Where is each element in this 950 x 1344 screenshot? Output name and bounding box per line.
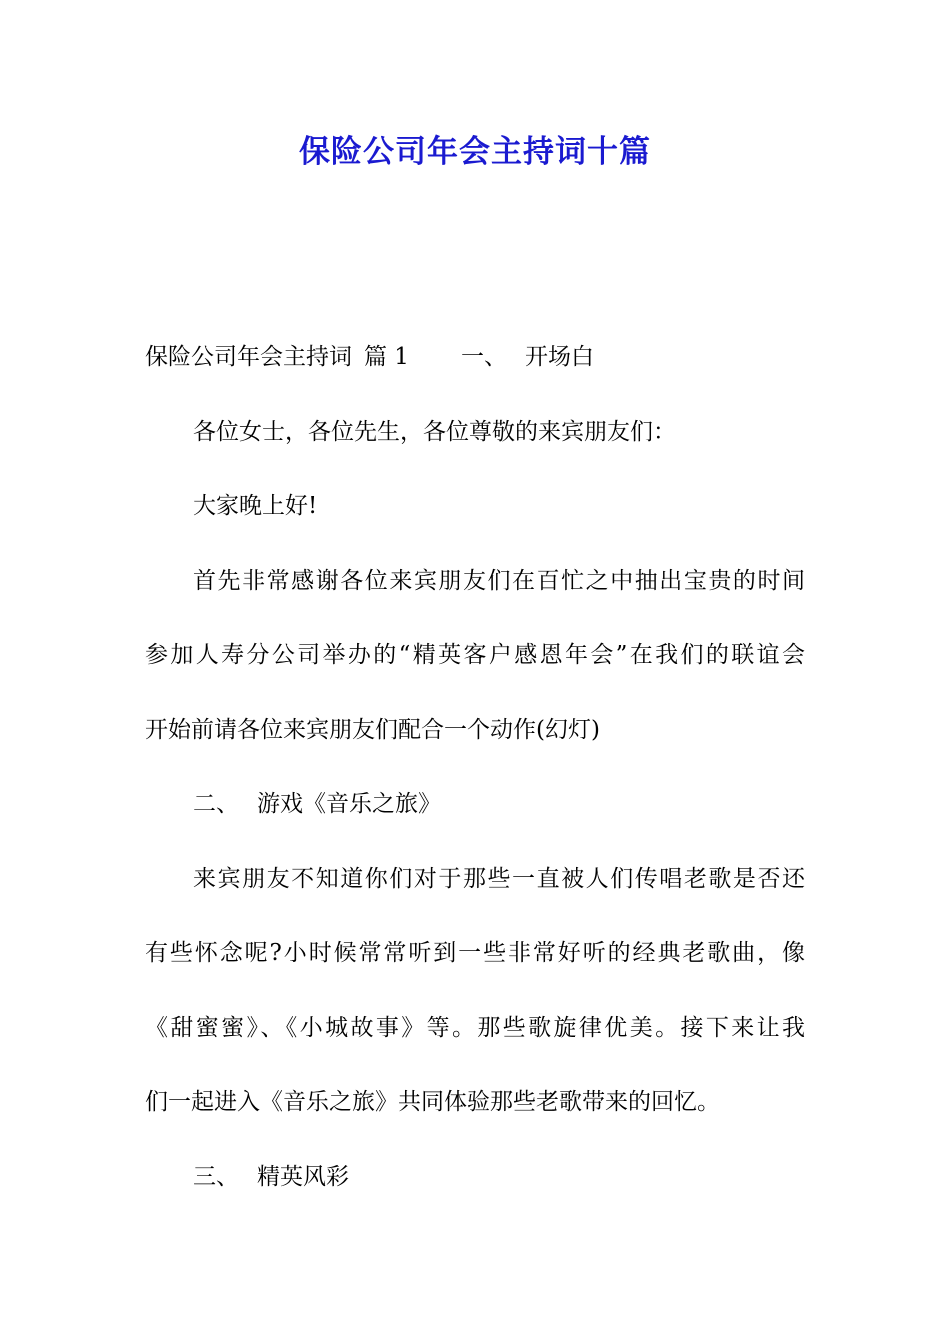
- section3-heading: [145, 1140, 805, 1215]
- section1-label: 开场白: [524, 344, 594, 370]
- heading-title: 保险公司年会主持词: [145, 344, 352, 370]
- para2-line-4: 们一起进入《音乐之旅》共同体验那些老歌带来的回忆。: [145, 1089, 720, 1115]
- section3-number: 三、: [193, 1163, 239, 1190]
- para1-line-1: 首先非常感谢各位来宾朋友们在百忙之中抽出宝贵的时间: [193, 567, 805, 594]
- document-body: [145, 320, 805, 1214]
- para2-line-2: 有些怀念呢?小时候常常听到一些非常好听的经典老歌曲，像: [145, 940, 805, 966]
- para1-line-2: 参加人寿分公司举办的“精英客户感恩年会”在我们的联谊会: [145, 642, 805, 668]
- section1-number: 一、: [460, 344, 507, 370]
- section2-heading: [145, 767, 805, 842]
- para2-line-1: 来宾朋友不知道你们对于那些一直被人们传唱老歌是否还: [193, 865, 805, 892]
- greeting-paragraph: 各位女士，各位先生，各位尊敬的来宾朋友们：: [193, 418, 676, 445]
- section3-label: 精英风彩: [257, 1163, 349, 1190]
- para2-line-3: 《甜蜜蜜》、《小城故事》等。那些歌旋律优美。接下来让我: [145, 1014, 805, 1041]
- good-evening-paragraph: 大家晚上好!: [193, 493, 318, 519]
- heading-part: 篇 1: [364, 344, 409, 370]
- heading-line: [145, 320, 805, 395]
- para1-line-3: 开始前请各位来宾朋友们配合一个动作(幻灯): [145, 716, 600, 743]
- section2-label: 游戏《音乐之旅》: [257, 791, 441, 817]
- section2-number: 二、: [193, 791, 239, 817]
- document-title: 保险公司年会主持词十篇: [299, 134, 651, 170]
